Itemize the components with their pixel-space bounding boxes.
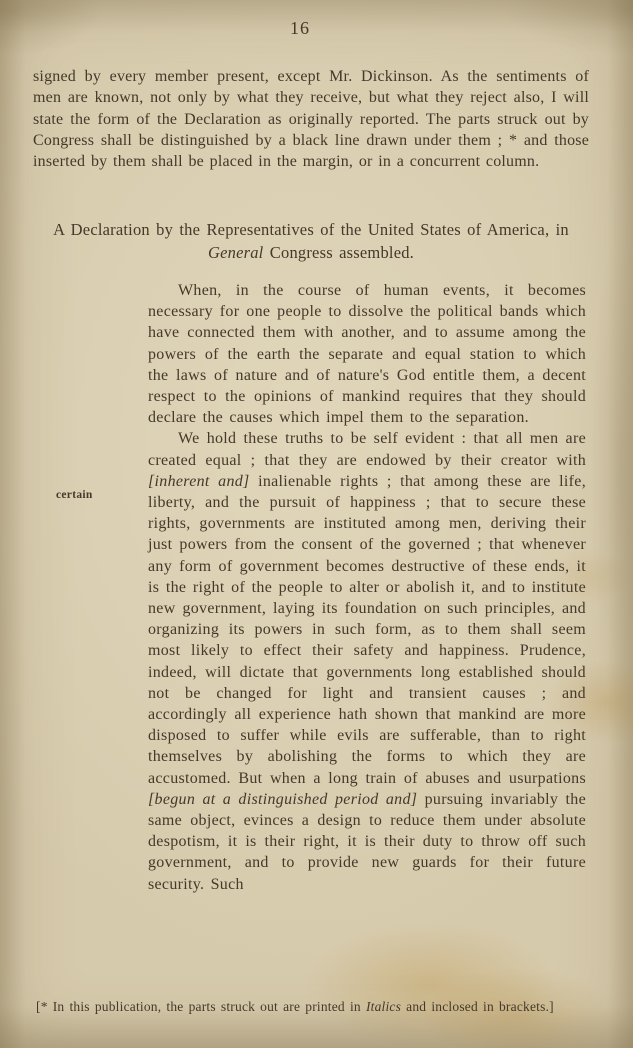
text-run: inalienable rights ; that among these are life, liberty, and the pursuit of happiness ; that to secure these rights, governments are instituted among men, deriving their just powers from the consent of the governed ; that whenever any form of government becomes destructive of these ends, it is the right of the people to alter or abolish it, and to institute new government, laying its foundation on such principles, and organizing its powers in such form, as to them shall seem most likely to effect their safety and happiness. Prudence, indeed, will dictate that governments long established should not be changed for light and transient causes ; and accordingly all experience hath shown that mankind are more disposed to suffer while evils are sufferable, than to right themselves by abolishing the forms to which they are accustomed. But when a long train of abuses and usurpations — [148, 472, 586, 787]
text-run: pursuing invariably the same object, evinces a design to reduce them under absolute despotism, it is their right, it is their duty to throw off such government, and to provide new guards for their future security. Such — [148, 790, 586, 893]
text-run: A Declaration by the Representatives of the United States of America, in — [53, 220, 569, 239]
text-run: We hold these truths to be self evident : that all men are created equal ; that they are endowed by their creator with — [148, 430, 586, 469]
italic-text-run: [begun at a distinguished period and] — [148, 790, 418, 808]
declaration-heading — [33, 218, 589, 264]
text-run: and inclosed in brackets.] — [401, 999, 554, 1014]
text-run: [* In this publication, the parts struck out are printed in — [36, 999, 366, 1014]
body-paragraph — [148, 428, 586, 894]
page-number: 16 — [290, 18, 310, 38]
italic-text-run: Italics — [365, 999, 402, 1014]
footnote — [36, 998, 594, 1017]
declaration-body — [148, 280, 586, 895]
margin-note-certain: certain — [56, 489, 93, 501]
italic-text-run: [inherent and] — [148, 472, 250, 490]
text-run: Congress assembled. — [263, 243, 414, 262]
italic-text-run: General — [208, 243, 264, 262]
text-run: When, in the course of human events, it becomes necessary for one people to dissolve the political bands which have connected them with another, and to assume among the powers of the earth the separate and equal station to which the laws of nature and of nature's God entitle them, a decent respect to the opinions of mankind requires that they should declare the causes which impel them to the separation. — [148, 282, 586, 427]
body-paragraph — [148, 280, 586, 428]
intro-paragraph: signed by every member present, except Mr. Dickinson. As the sentiments of men are known, not only by what they receive, but what they reject also, I will state the form of the Declaration as originally reported. The parts struck out by Congress shall be distinguished by a black line drawn under them ; * and those inserted by them shall be placed in the margin, or in a concurrent column. — [33, 68, 589, 171]
